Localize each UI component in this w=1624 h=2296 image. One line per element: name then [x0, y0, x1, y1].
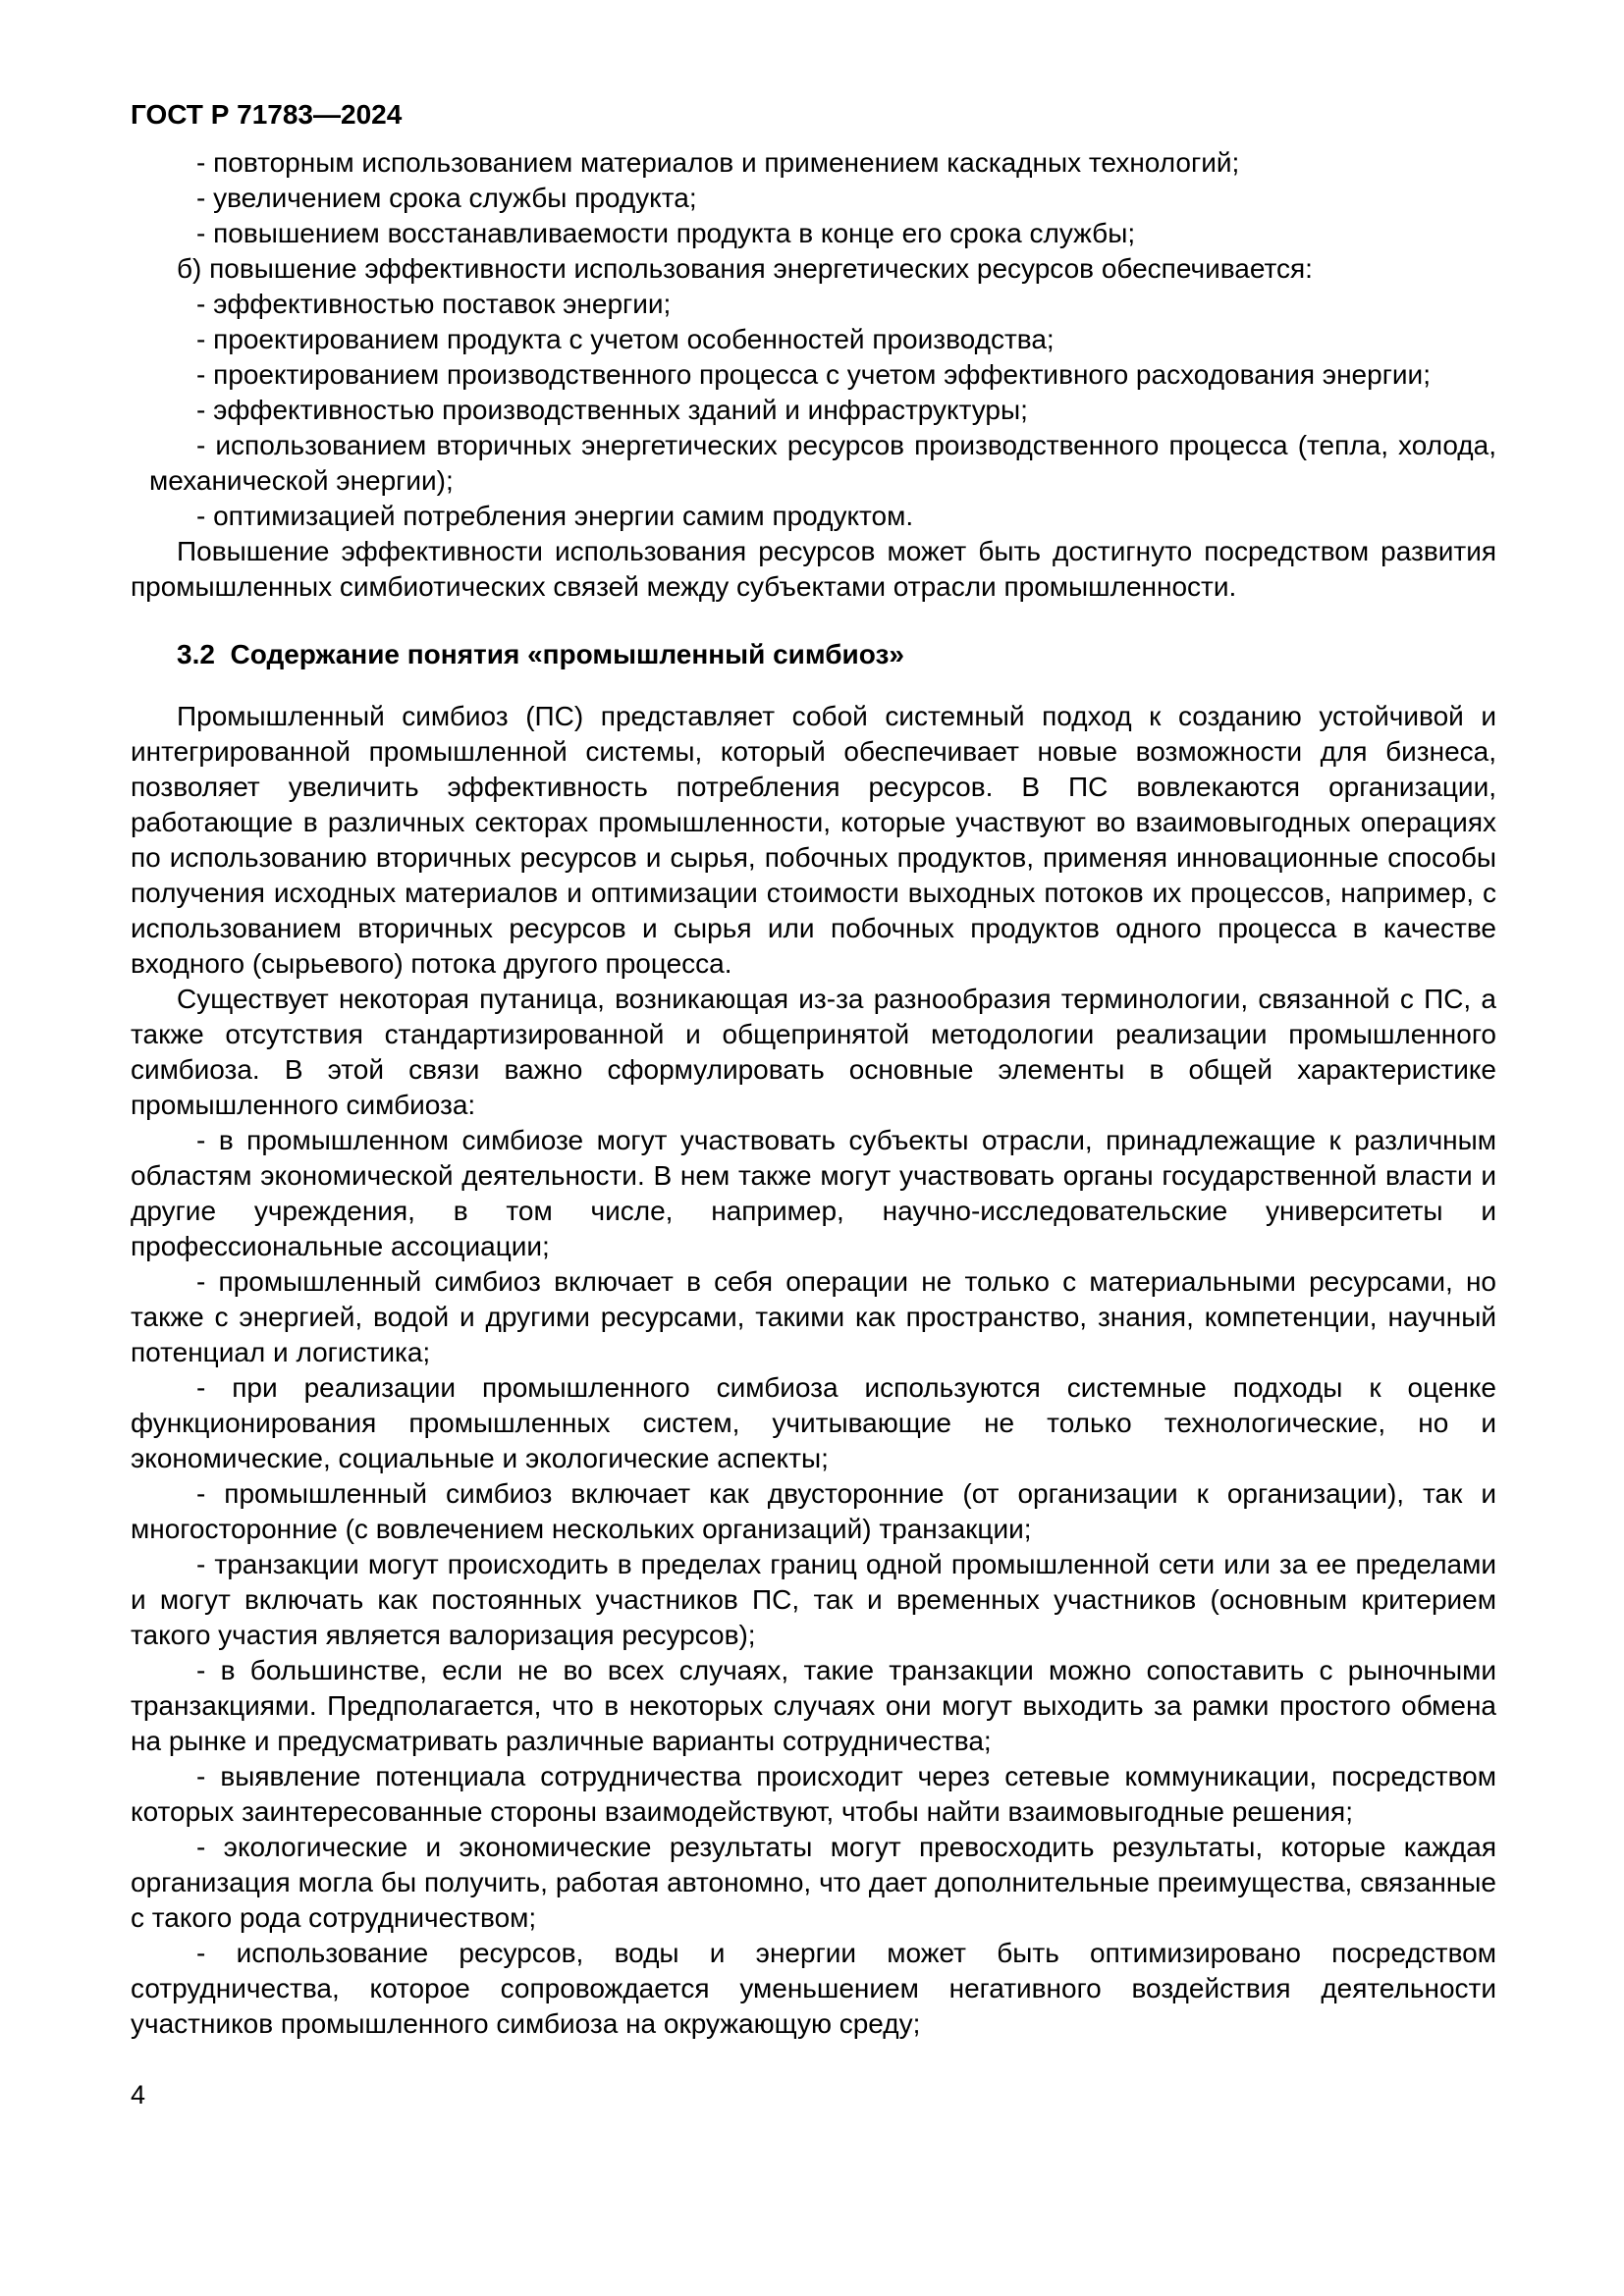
- list-item-dash: - оптимизацией потребления энергии самим продуктом.: [196, 501, 914, 531]
- document-body: [131, 145, 1504, 2042]
- list-item-dash: - при реализации промышленного симбиоза используются системные подходы к оценке функционирования промышленных систем, учитывающие не только технологические, но и экономические, социальные и экологические аспекты;: [131, 1372, 1504, 1473]
- list-item-dash: - эффективностью производственных зданий и инфраструктуры;: [196, 395, 1028, 425]
- section-heading: 3.2 Содержание понятия «промышленный симбиоз»: [177, 639, 904, 669]
- list-item-dash: - проектированием производственного процесса с учетом эффективного расходования энергии;: [196, 359, 1431, 390]
- list-item-dash: - промышленный симбиоз включает в себя операции не только с материальными ресурсами, но также с энергией, водой и другими ресурсами, такими как пространство, знания, компетенции, научный потенциал и логистика;: [131, 1266, 1504, 1367]
- paragraph: Повышение эффективности использования ресурсов может быть достигнуто посредством развития промышленных симбиотических связей между субъектами отрасли промышленности.: [131, 536, 1504, 602]
- list-item-dash: - эффективностью поставок энергии;: [196, 289, 672, 319]
- list-item-dash: - промышленный симбиоз включает как двусторонние (от организации к организации), так и многосторонние (с вовлечением нескольких организаций) транзакции;: [131, 1478, 1504, 1544]
- list-item-dash: - использованием вторичных энергетических ресурсов производственного процесса (тепла, холода, механической энергии);: [149, 430, 1504, 496]
- list-item-dash: - увеличением срока службы продукта;: [196, 183, 697, 213]
- paragraph: Промышленный симбиоз (ПС) представляет собой системный подход к созданию устойчивой и интегрированной промышленной системы, который обеспечивает новые возможности для бизнеса, позволяет увеличить эффективность потребления ресурсов. В ПС вовлекаются организации, работающие в различных секторах промышленности, которые участвуют во взаимовыгодных операциях по использованию вторичных ресурсов и сырья, побочных продуктов, применяя инновационные способы получения исходных материалов и оптимизации стоимости выходных потоков их процессов, например, с использованием вторичных ресурсов и сырья или побочных продуктов одного процесса в качестве входного (сырьевого) потока другого процесса.: [131, 701, 1504, 979]
- list-item-dash: - экологические и экономические результаты могут превосходить результаты, которые каждая организация могла бы получить, работая автономно, что дает дополнительные преимущества, связанные с такого рода сотрудничеством;: [131, 1832, 1504, 1933]
- list-item-dash: - проектированием продукта с учетом особенностей производства;: [196, 324, 1055, 354]
- list-item-dash: - транзакции могут происходить в пределах границ одной промышленной сети или за ее пределами и могут включать как постоянных участников ПС, так и временных участников (основным критерием такого участия является валоризация ресурсов);: [131, 1549, 1504, 1650]
- paragraph: Существует некоторая путаница, возникающая из-за разнообразия терминологии, связанной с ПС, а также отсутствия стандартизированной и общепринятой методологии реализации промышленного симбиоза. В этой связи важно сформулировать основные элементы в общей характеристике промышленного симбиоза:: [131, 984, 1504, 1120]
- list-item-dash: - повторным использованием материалов и применением каскадных технологий;: [196, 147, 1240, 178]
- list-item-dash: - использование ресурсов, воды и энергии может быть оптимизировано посредством сотрудничества, которое сопровождается уменьшением негативного воздействия деятельности участников промышленного симбиоза на окружающую среду;: [131, 1938, 1504, 2039]
- list-item-dash: - в большинстве, если не во всех случаях, такие транзакции можно сопоставить с рыночными транзакциями. Предполагается, что в некоторых случаях они могут выходить за рамки простого обмена на рынке и предусматривать различные варианты сотрудничества;: [131, 1655, 1504, 1756]
- list-item-dash: - повышением восстанавливаемости продукта в конце его срока службы;: [196, 218, 1136, 248]
- page-number: 4: [131, 2080, 146, 2109]
- list-item-dash: - выявление потенциала сотрудничества происходит через сетевые коммуникации, посредством которых заинтересованные стороны взаимодействуют, чтобы найти взаимовыгодные решения;: [131, 1761, 1504, 1827]
- list-item-dash: - в промышленном симбиозе могут участвовать субъекты отрасли, принадлежащие к различным областям экономической деятельности. В нем также могут участвовать органы государственной власти и другие учреждения, в том числе, например, научно-исследовательские университеты и профессиональные ассоциации;: [131, 1125, 1504, 1261]
- list-item-letter: б) повышение эффективности использования энергетических ресурсов обеспечивается:: [177, 253, 1313, 284]
- document-designation: ГОСТ Р 71783—2024: [131, 99, 403, 130]
